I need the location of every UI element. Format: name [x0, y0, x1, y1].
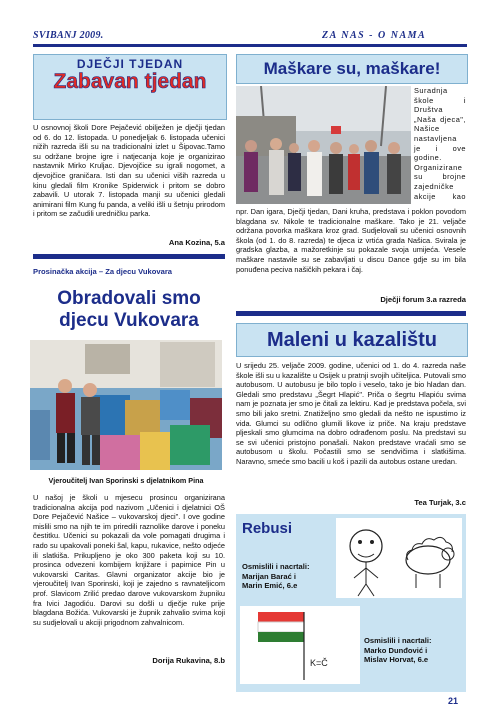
zabavan-author: Ana Kozina, 5.a: [168, 238, 225, 247]
rebus1-drawing: [336, 518, 462, 598]
rebusi-title: Rebusi: [242, 520, 293, 537]
kazaliste-body: U srijedu 25. veljače 2009. godine, učenici od 1. do 4. razreda naše škole išli su u kazalište u Osijek u pratnji svojih učiteljica. Putovali smo autobusom. U autobusu je bilo toplo i veselo, tako je bio hladan dan. Gledali smo predstavu „Šegrt Hlapić". Priča o šegrtu Hlapiću svima nam je poznata jer smo je čitali za lektiru. Kad je predstava počela, svi smo bili jako sretni. Znatiželjno smo gledali da nešto ne ispustimo iz vida. Glumci su odlično glumili likove iz priče. Na kraju predstave pljeskali smo glumcima na dobro odrađenom poslu. Na predstavi su se svi učenici pristojno ponašali. Nakon predstave vraćali smo se autobusom u školu. Počastili smo se sendvičima i slatkišima. Naravno, smeće smo bacili u koš i pazili da autobus ostane uredan.: [236, 361, 466, 466]
kazaliste-title-box: [236, 323, 468, 357]
zabavan-body: U osnovnoj školi Dore Pejačević obilježen je dječji tjedan od 6. do 12. listopada. U ponedjeljak 6. listopada učenici nižih razreda išli su na tradicionalni izlet u Šipovac.Tamo su održane brojne igre i natjecanja koje je organizirao nastavnik Mirko Kruljac. Djevojčice su igrali nogomet, a djevojčice graničara. Isti dan su učenici viših razreda u kinu gledali film Kronike Spiderwick i pritom se dobro zabavili. U utorak 7. listopada manji su učenici gledali animirani film Kung fu panda, a veliki išli u šetnju prirodom i pritom se začudili uredničku parka.: [33, 123, 225, 219]
maskare-photo: [236, 86, 411, 204]
vukovar-photo-caption: Vjeroučitelj Ivan Sporinski s djelatnikom Pina: [48, 476, 204, 485]
zabavan-title: Zabavan tjedan: [53, 70, 207, 93]
rebus1-solvers: Osmislili i nacrtali: Marijan Barać i Marin Emić, 6.e: [242, 562, 310, 591]
maskare-side-text: Suradnja škole i Društva „Naša djeca", Našice nastavljena je i ove godine. Organizirane su brojne zajedničke akcije kao: [414, 86, 466, 201]
header-rule: [33, 44, 467, 47]
zabavan-kicker: DJEČJI TJEDAN: [76, 57, 184, 71]
divider-bar: [33, 254, 225, 259]
maskare-title: Maškare su, maškare!: [263, 59, 441, 78]
maskare-title-box: [236, 54, 468, 84]
rebusi-box: [236, 514, 466, 692]
kazaliste-author: Tea Turjak, 3.c: [414, 498, 466, 507]
rebus2-letters: K=Č: [310, 658, 328, 668]
vukovar-body: U našoj je školi u mjesecu prosincu organizirana tradicionalna akcija pod nazivom „Učenici i djelatnici OŠ Dore Pejačević Našice – vukovarskoj djeci". I ove godine mislili smo na njih te im priredili raznolike darove i poneku čestitku. Učenici su pokazali da vole pomagati drugima i rado su upakovali poneki šal, kapu, rukavice, nešto odjeće ili slatkiša. Prikupljeno je oko 300 paketa koji su 10. prosinca odvezeni kombijem knjižare i papirnice Pin u vukovarski Caritas. Glavni organizator akcije bio je vjeroučitelj Ivan Sporinski, koji je zajedno s ravnateljicom prof. Slavicom Zrilić predao darove vukovarskom župniku fra Ivici Jagodiću. Darovi su došli u dječje ruke prije blagdana Božića. Vukovarski je župnik zahvalio svima koji su sudjelovali u akciji prigodnom zahvalnicom.: [33, 493, 225, 627]
page-number: 21: [448, 696, 459, 706]
vukovar-author: Dorija Rukavina, 8.b: [152, 656, 225, 665]
maskare-author: Dječji forum 3.a razreda: [380, 295, 466, 304]
rebus2-drawing: [240, 606, 360, 684]
zabavan-title-box: [33, 54, 227, 120]
vukovar-title: Obradovali smo djecu Vukovara: [57, 288, 201, 331]
vukovar-photo: [30, 340, 222, 470]
vukovar-kicker: Prosinačka akcija – Za djecu Vukovara: [33, 267, 173, 276]
maskare-body: npr. Dan igara, Dječji tjedan, Dani kruha, predstava i poklon povodom blagdana sv. Nikole te tradicionalne maškare. Tako je 21. veljače održana povorka maškara kroz grad. Sudjelovali su učenici osnovnih škola (od 1. do 8. razreda) te djeca iz vrtića grada Našica. Svirala je gradska glazba, a mažoretkinje su pokazale svoja umijeća. Vesele maškare nastavile su se zabavljati u discu Dance gdje su im bila ponuđena peciva našičkih pekara i čaj.: [236, 207, 466, 274]
magazine-title: ZA NAS - O NAMA: [322, 30, 427, 41]
kazaliste-title: Maleni u kazalištu: [266, 329, 438, 351]
divider-bar: [236, 311, 466, 316]
issue-date: SVIBANJ 2009.: [33, 30, 104, 41]
rebus2-solvers: Osmislili i nacrtali: Marko Dunđović i Mislav Horvat, 6.e: [364, 636, 432, 665]
